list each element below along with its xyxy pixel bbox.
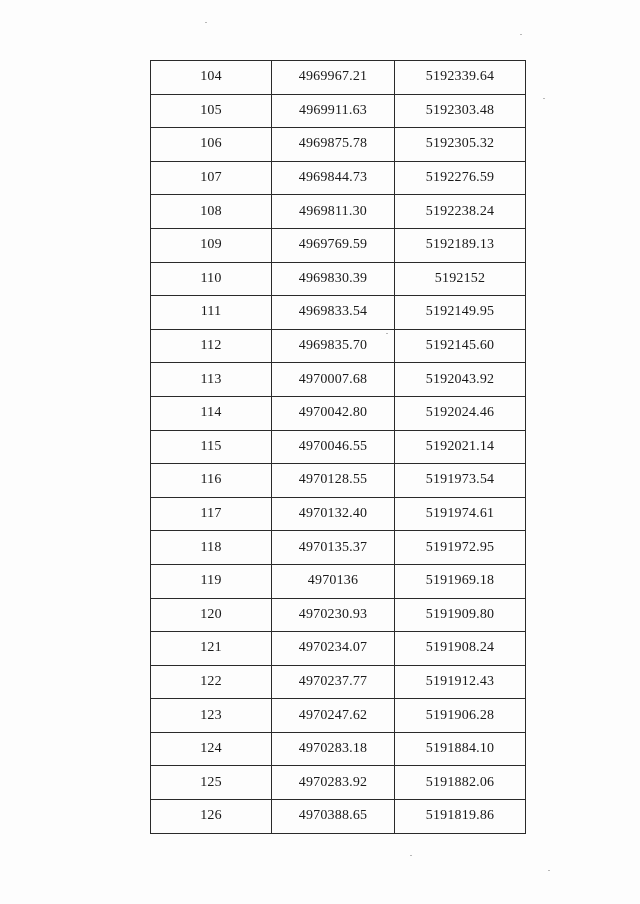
point-number-cell: 114: [151, 396, 272, 430]
point-number-cell: 117: [151, 497, 272, 531]
table-row: [151, 497, 526, 531]
y-coordinate-cell: 5191909.80: [395, 598, 526, 632]
x-coordinate-cell: 4969830.39: [272, 262, 395, 296]
y-coordinate-cell: 5191884.10: [395, 732, 526, 766]
y-coordinate-cell: 5192276.59: [395, 161, 526, 195]
scan-speck: [520, 34, 522, 35]
x-coordinate-cell: 4970230.93: [272, 598, 395, 632]
table-row: [151, 363, 526, 397]
x-coordinate-cell: 4970388.65: [272, 800, 395, 834]
y-coordinate-cell: 5191908.24: [395, 632, 526, 666]
scan-speck: [543, 98, 545, 99]
y-coordinate-cell: 5192024.46: [395, 396, 526, 430]
table-row: [151, 766, 526, 800]
table-row: [151, 161, 526, 195]
y-coordinate-cell: 5191819.86: [395, 800, 526, 834]
x-coordinate-cell: 4969875.78: [272, 128, 395, 162]
x-coordinate-cell: 4969844.73: [272, 161, 395, 195]
point-number-cell: 113: [151, 363, 272, 397]
point-number-cell: 106: [151, 128, 272, 162]
point-number-cell: 120: [151, 598, 272, 632]
table-row: [151, 531, 526, 565]
x-coordinate-cell: 4970132.40: [272, 497, 395, 531]
y-coordinate-cell: 5191912.43: [395, 665, 526, 699]
point-number-cell: 119: [151, 564, 272, 598]
point-number-cell: 110: [151, 262, 272, 296]
table-row: [151, 262, 526, 296]
table-row: [151, 732, 526, 766]
x-coordinate-cell: 4970283.18: [272, 732, 395, 766]
coordinate-table: [150, 60, 526, 834]
table-row: [151, 228, 526, 262]
point-number-cell: 123: [151, 699, 272, 733]
point-number-cell: 125: [151, 766, 272, 800]
point-number-cell: 122: [151, 665, 272, 699]
table-row: [151, 396, 526, 430]
x-coordinate-cell: 4970234.07: [272, 632, 395, 666]
x-coordinate-cell: 4970136: [272, 564, 395, 598]
y-coordinate-cell: 5192021.14: [395, 430, 526, 464]
x-coordinate-cell: 4970046.55: [272, 430, 395, 464]
table-row: [151, 329, 526, 363]
table-row: [151, 800, 526, 834]
x-coordinate-cell: 4970247.62: [272, 699, 395, 733]
point-number-cell: 107: [151, 161, 272, 195]
table-row: [151, 564, 526, 598]
y-coordinate-cell: 5192152: [395, 262, 526, 296]
y-coordinate-cell: 5191969.18: [395, 564, 526, 598]
point-number-cell: 111: [151, 296, 272, 330]
x-coordinate-cell: 4970042.80: [272, 396, 395, 430]
x-coordinate-cell: 4970135.37: [272, 531, 395, 565]
table-row: [151, 464, 526, 498]
table-row: [151, 61, 526, 95]
x-coordinate-cell: 4970007.68: [272, 363, 395, 397]
y-coordinate-cell: 5192339.64: [395, 61, 526, 95]
table-row: [151, 94, 526, 128]
table-row: [151, 632, 526, 666]
point-number-cell: 115: [151, 430, 272, 464]
scan-speck: [410, 855, 412, 856]
x-coordinate-cell: 4969911.63: [272, 94, 395, 128]
y-coordinate-cell: 5191906.28: [395, 699, 526, 733]
point-number-cell: 126: [151, 800, 272, 834]
y-coordinate-cell: 5192145.60: [395, 329, 526, 363]
table-row: [151, 296, 526, 330]
point-number-cell: 124: [151, 732, 272, 766]
scan-speck: [205, 22, 207, 23]
table-row: [151, 128, 526, 162]
y-coordinate-cell: 5191972.95: [395, 531, 526, 565]
point-number-cell: 109: [151, 228, 272, 262]
x-coordinate-cell: 4970237.77: [272, 665, 395, 699]
y-coordinate-cell: 5192043.92: [395, 363, 526, 397]
point-number-cell: 105: [151, 94, 272, 128]
point-number-cell: 104: [151, 61, 272, 95]
table-row: [151, 430, 526, 464]
table-row: [151, 195, 526, 229]
y-coordinate-cell: 5192149.95: [395, 296, 526, 330]
y-coordinate-cell: 5191882.06: [395, 766, 526, 800]
x-coordinate-cell: 4969811.30: [272, 195, 395, 229]
x-coordinate-cell: 4969833.54: [272, 296, 395, 330]
y-coordinate-cell: 5192303.48: [395, 94, 526, 128]
x-coordinate-cell: 4969835.70: [272, 329, 395, 363]
x-coordinate-cell: 4969967.21: [272, 61, 395, 95]
point-number-cell: 121: [151, 632, 272, 666]
y-coordinate-cell: 5192238.24: [395, 195, 526, 229]
y-coordinate-cell: 5191974.61: [395, 497, 526, 531]
y-coordinate-cell: 5192189.13: [395, 228, 526, 262]
point-number-cell: 108: [151, 195, 272, 229]
table-row: [151, 699, 526, 733]
scan-speck: [548, 870, 550, 871]
table-row: [151, 665, 526, 699]
x-coordinate-cell: 4970128.55: [272, 464, 395, 498]
coordinate-table-body: [151, 61, 526, 834]
point-number-cell: 116: [151, 464, 272, 498]
y-coordinate-cell: 5192305.32: [395, 128, 526, 162]
x-coordinate-cell: 4970283.92: [272, 766, 395, 800]
y-coordinate-cell: 5191973.54: [395, 464, 526, 498]
table-row: [151, 598, 526, 632]
point-number-cell: 112: [151, 329, 272, 363]
point-number-cell: 118: [151, 531, 272, 565]
x-coordinate-cell: 4969769.59: [272, 228, 395, 262]
